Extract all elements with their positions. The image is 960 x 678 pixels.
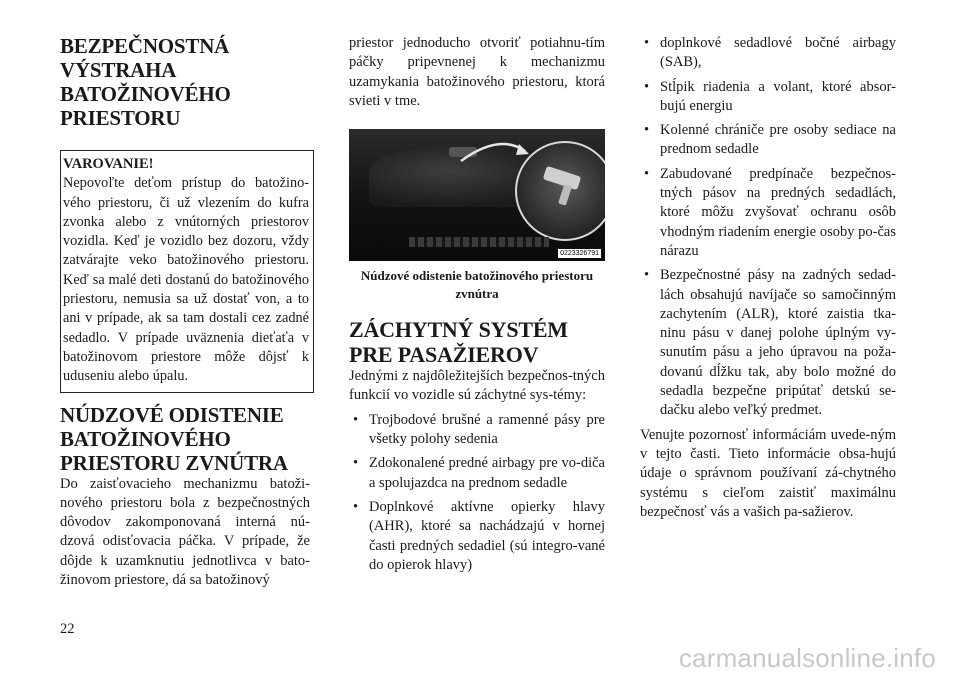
column-left	[60, 34, 310, 590]
warning-box	[60, 150, 314, 393]
restraint-list-1	[349, 411, 605, 575]
list-item: • Zdokonalené predné airbagy pre vo-diča a spolujazdca na prednom sedadle	[353, 455, 605, 491]
section-title-emergency-release: NÚDZOVÉ ODISTENIE BATOŽINOVÉHO PRIESTORU ZVNÚTRA	[60, 402, 288, 475]
photo-caption: Núdzové odistenie batožinového priestoru zvnútra	[360, 268, 594, 302]
closing-text: Venujte pozornosť informáciám uvede-ným v tejto časti. Tieto informácie obsa-hujú údaje o správnom používaní zá-chytného systému s cieľom zaistiť maximálnu bezpečnosť vás a vašich pa-sažierov.	[640, 426, 896, 520]
list-item: • Doplnkové aktívne opierky hlavy (AHR), ktoré sa nachádzajú v hornej časti predných sedadiel (sú integro-vané do opierok hlavy)	[353, 498, 605, 573]
warning-title: VAROVANIE!	[63, 156, 154, 172]
list-item: • Zabudované predpínače bezpečnos-tných pásov na predných sedadlách, ktoré môžu zvyšovať ochranu osôb vhodným riadením energie osoby po-čas nárazu	[644, 165, 896, 259]
list-item: • Stĺpik riadenia a volant, ktoré absor-bujú energiu	[644, 78, 896, 114]
list-item: • Trojbodové brušné a ramenné pásy pre všetky polohy sedenia	[353, 411, 605, 448]
zoom-circle	[515, 141, 605, 241]
emergency-release-text: Do zaisťovacieho mechanizmu batoži-nového priestoru bola z bezpečnostných dôvodov zakomponovaná interná nú-dzová odisťovacia páčka. V prípade, že dôjde k uzamknutiu jednotlivca v bato-žinovom priestore, dá sa batožinový	[60, 475, 310, 589]
list-item: • doplnkové sedadlové bočné airbagy (SAB),	[644, 35, 896, 71]
trunk-sill	[409, 237, 549, 247]
restraint-intro: Jednými z najdôležitejších bezpečnos-tných funkcií vo vozidle sú záchytné sys-témy:	[349, 368, 605, 404]
continued-text: priestor jednoducho otvoriť potiahnu-tím páčky pripevnenej k mechanizmu uzamykania batožinového priestoru, ktorá svieti v tme.	[349, 35, 605, 109]
section-title-trunk-warning: BEZPEČNOSTNÁ VÝSTRAHA BATOŽINOVÉHO PRIESTORU	[60, 34, 231, 130]
page-number: 22	[60, 621, 75, 637]
image-code: 0223326791	[560, 250, 599, 258]
list-item: • Kolenné chrániče pre osoby sediace na prednom sedadle	[644, 122, 896, 158]
column-middle	[349, 34, 605, 580]
list-item: • Bezpečnostné pásy na zadných sedad-lách obsahujú navíjače so samočinným zachytením (ALR), ktoré zaistia tka-ninu pásu v danej polohe úplným vy-sunutím pásu a jeho úpravou na poža-dovanú dĺžku tak, aby bolo možné do sedadla bezpečne pripútať detskú se-dačku alebo veľký predmet.	[644, 267, 896, 419]
warning-text: Nepovoľte deťom prístup do batožino-vého priestoru, či už vlezením do kufra zvonka alebo z vnútorných priestorov vozidla. Keď je vozidlo bez dozoru, vždy zatvárajte veko batožinového priestoru. Keď sa malé deti dostanú do batožinového priestoru, nemusia sa už dostať von, a to ani v prípade, ak sa tam dostali cez zadné sedadlo. V prípade uväznenia dieťaťa v batožinovom priestore môže dôjsť k uduseniu alebo úpalu.	[63, 175, 309, 385]
section-title-restraint-system: ZÁCHYTNÝ SYSTÉM PRE PASAŽIEROV	[349, 317, 568, 368]
watermark: carmanualsonline.info	[678, 643, 936, 673]
column-right	[640, 34, 896, 522]
trunk-release-photo	[349, 129, 605, 261]
restraint-list-2	[640, 34, 896, 421]
